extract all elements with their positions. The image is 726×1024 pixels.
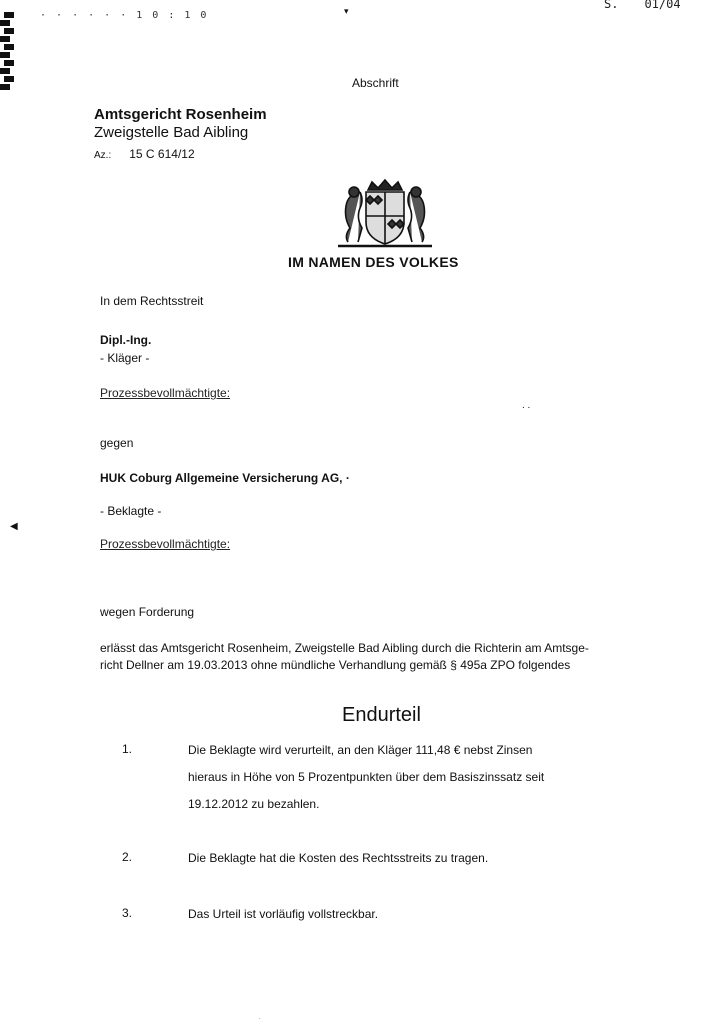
intro-line: richt Dellner am 19.03.2013 ohne mündliche Verhandlung gemäß § 495a ZPO folgendes <box>100 658 571 672</box>
copy-label: Abschrift <box>352 76 399 90</box>
ruling-number: 2. <box>122 850 133 864</box>
court-name: Amtsgericht Rosenheim <box>94 106 267 123</box>
ruling-line: hieraus in Höhe von 5 Prozentpunkten über dem Basiszinssatz seit <box>188 770 545 784</box>
ruling-text <box>188 845 608 872</box>
court-branch: Zweigstelle Bad Aibling <box>94 124 249 141</box>
scan-dot: · <box>258 1014 261 1023</box>
ruling-number: 3. <box>122 906 133 920</box>
ruling-text <box>188 737 608 818</box>
ruling-number: 1. <box>122 742 133 756</box>
case-reference <box>94 147 195 161</box>
versus-label: gegen <box>100 436 134 450</box>
fax-page-number: 01/04 <box>644 0 681 11</box>
case-label: Az.: <box>94 150 112 161</box>
plaintiff-role: - Kläger - <box>100 351 150 365</box>
scan-dots: . . <box>522 400 531 411</box>
case-number: 15 C 614/12 <box>129 147 195 161</box>
fax-page-indicator <box>604 0 681 11</box>
plaintiff-counsel-label: Prozessbevollmächtigte: <box>100 386 231 400</box>
bavarian-coat-of-arms-icon <box>330 178 440 250</box>
defendant-counsel-label: Prozessbevollmächtigte: <box>100 537 231 551</box>
ruling-line: Die Beklagte hat die Kosten des Rechtsstreits zu tragen. <box>188 851 489 865</box>
judgment-title: Endurteil <box>342 704 421 726</box>
intro-paragraph <box>100 640 660 674</box>
margin-arrow-icon: ◀ <box>10 521 18 532</box>
fax-page-label: S. <box>604 0 619 11</box>
judgment-heading: IM NAMEN DES VOLKES <box>288 254 459 270</box>
scan-mark: ▾ <box>344 6 349 16</box>
ruling-line: Das Urteil ist vorläufig vollstreckbar. <box>188 907 379 921</box>
intro-line: erlässt das Amtsgericht Rosenheim, Zweigstelle Bad Aibling durch die Richterin am Amtsge- <box>100 641 589 655</box>
proceedings-intro: In dem Rechtsstreit <box>100 294 204 308</box>
ruling-line: 19.12.2012 zu bezahlen. <box>188 797 320 811</box>
defendant-name: HUK Coburg Allgemeine Versicherung AG, · <box>100 471 350 485</box>
matter-label: wegen Forderung <box>100 605 195 619</box>
defendant-role: - Beklagte - <box>100 504 162 518</box>
ruling-text <box>188 901 608 928</box>
scan-margin-marks <box>0 12 14 92</box>
fax-header-left: · · · · · · 1 0 : 1 0 <box>40 10 209 21</box>
plaintiff-name: Dipl.-Ing. <box>100 333 152 347</box>
ruling-line: Die Beklagte wird verurteilt, an den Kläger 111,48 € nebst Zinsen <box>188 743 533 757</box>
